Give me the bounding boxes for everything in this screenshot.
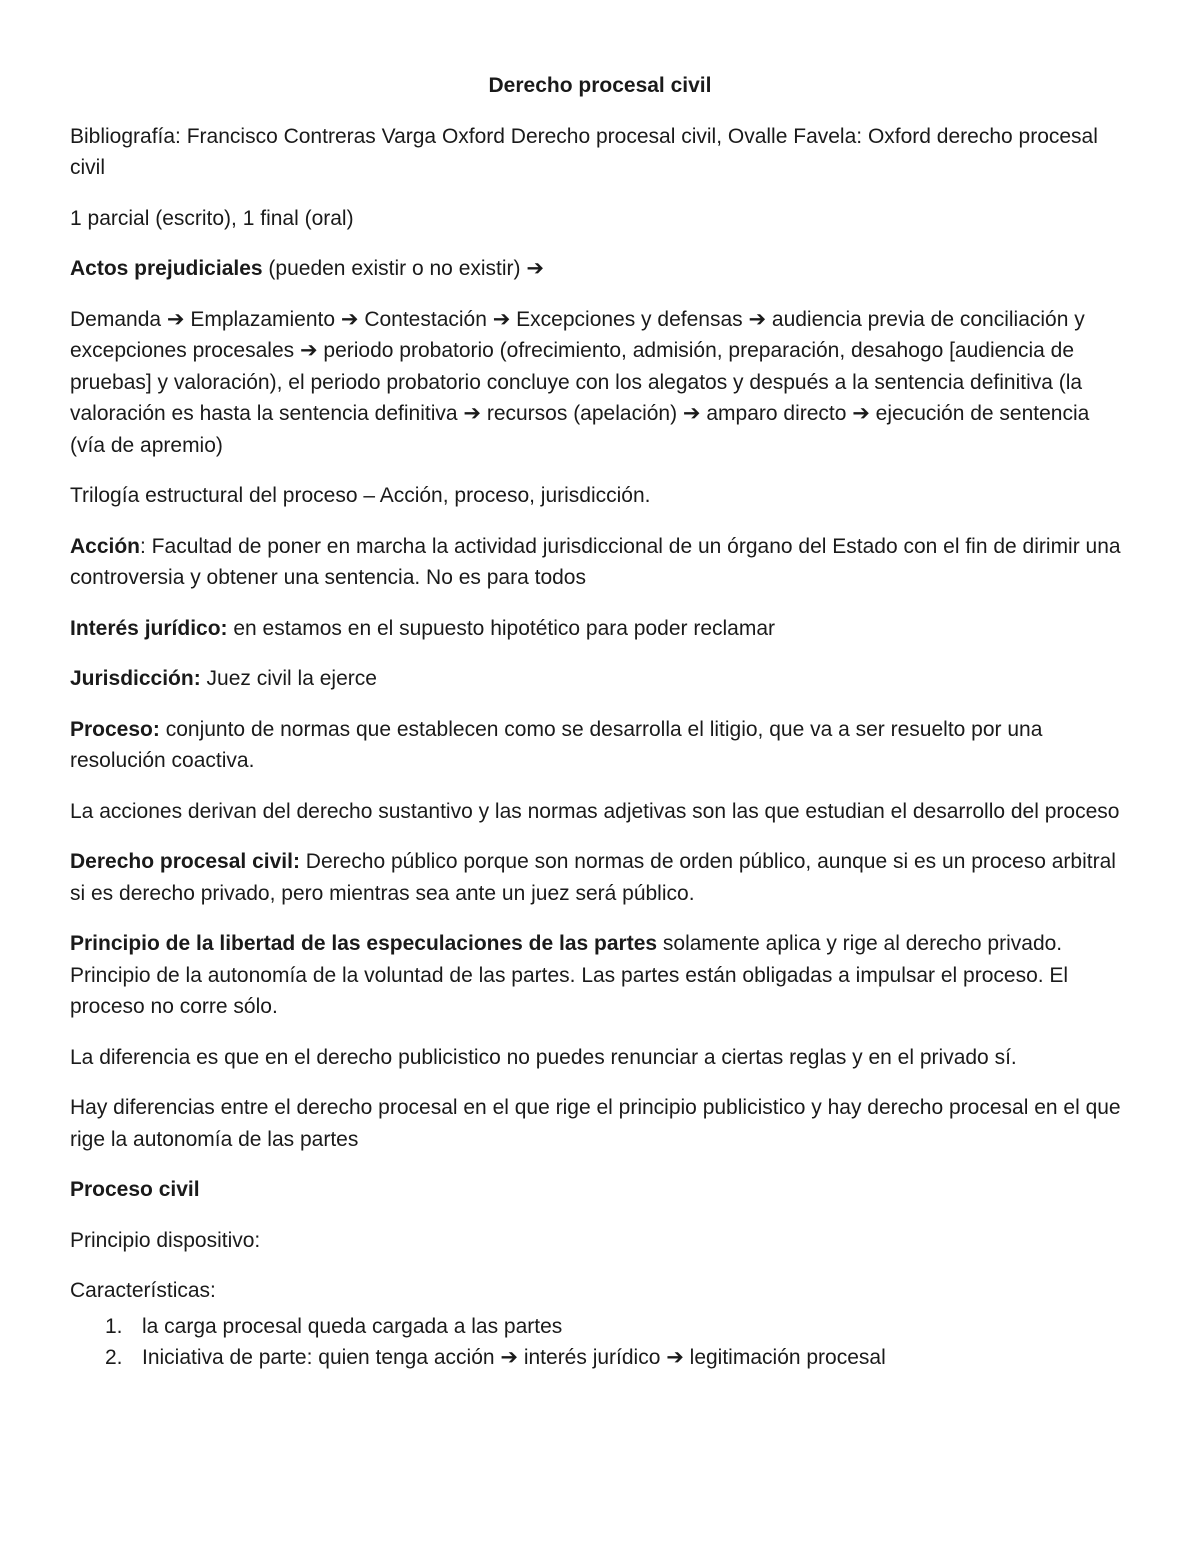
principio-libertad-paragraph (70, 928, 1130, 1023)
list-item-number: 1. (105, 1314, 123, 1338)
procedure-flow-paragraph: Demanda ➔ Emplazamiento ➔ Contestación ➔ Excepciones y defensas ➔ audiencia previa de conciliación y excepciones procesales ➔ periodo probatorio (ofrecimiento, admisión, preparación, desahogo [audiencia de pruebas] y valoración), el periodo probatorio concluye con los alegatos y después a la sentencia definitiva (la valoración es hasta la sentencia definitiva ➔ recursos (apelación) ➔ amparo directo ➔ ejecución de sentencia (vía de apremio) (70, 307, 1090, 457)
accion-term: Acción (70, 534, 141, 558)
actos-prejudiciales-paragraph (70, 253, 1130, 285)
hay-diferencias-paragraph: Hay diferencias entre el derecho procesal en el que rige el principio publicistico y hay derecho procesal en el que rige la autonomía de las partes (70, 1096, 1121, 1151)
principio-libertad-text: solamente aplica y rige al derecho privado. Principio de la autonomía de la voluntad de las partes. Las partes están obligadas a impulsar el proceso. El proceso no corre sólo. (70, 932, 1069, 1018)
page-title: Derecho procesal civil (488, 74, 712, 97)
jurisdiccion-term: Jurisdicción: (70, 667, 201, 690)
interes-juridico-paragraph (70, 613, 1130, 645)
actos-prejudiciales-term: Actos prejudiciales (70, 257, 263, 280)
interes-juridico-text: en estamos en el supuesto hipotético para poder reclamar (227, 616, 776, 640)
accion-paragraph (70, 531, 1130, 594)
jurisdiccion-paragraph (70, 663, 1130, 695)
derecho-procesal-civil-text: Derecho público porque son normas de orden público, aunque si es un proceso arbitral si es derecho privado, pero mientras sea ante un juez será público. (70, 850, 1116, 905)
proceso-term: Proceso: (70, 717, 160, 741)
evaluation-paragraph: 1 parcial (escrito), 1 final (oral) (70, 206, 354, 230)
proceso-text: conjunto de normas que establecen como se desarrolla el litigio, que va a ser resuelto por una resolución coactiva. (70, 717, 1043, 772)
list-item-text: Iniciativa de parte: quien tenga acción ➔ interés jurídico ➔ legitimación procesal (142, 1346, 886, 1369)
proceso-paragraph (70, 714, 1130, 777)
diferencia-paragraph: La diferencia es que en el derecho publicistico no puedes renunciar a ciertas reglas y en el privado sí. (70, 1045, 1017, 1069)
interes-juridico-term: Interés jurídico: (70, 616, 228, 640)
list-item-text: la carga procesal queda cargada a las partes (142, 1314, 563, 1338)
bibliography-paragraph: Bibliografía: Francisco Contreras Varga Oxford Derecho procesal civil, Ovalle Favela: Oxford derecho procesal civil (70, 124, 1098, 179)
caracteristicas-paragraph: Características: (70, 1279, 216, 1302)
proceso-civil-heading (70, 1174, 1130, 1206)
actos-prejudiciales-text: (pueden existir o no existir) ➔ (262, 257, 544, 280)
derecho-procesal-civil-paragraph (70, 846, 1130, 909)
principio-libertad-term: Principio de la libertad de las especulaciones de las partes (70, 932, 658, 955)
proceso-civil-heading-text: Proceso civil (70, 1178, 200, 1201)
list-item (70, 1342, 1130, 1374)
characteristics-list (70, 1311, 1130, 1374)
jurisdiccion-text: Juez civil la ejerce (200, 667, 377, 690)
trilogia-paragraph: Trilogía estructural del proceso – Acción, proceso, jurisdicción. (70, 484, 651, 507)
principio-dispositivo-paragraph: Principio dispositivo: (70, 1228, 261, 1252)
acciones-derivan-paragraph: La acciones derivan del derecho sustantivo y las normas adjetivas son las que estudian el desarrollo del proceso (70, 799, 1120, 823)
list-item-number: 2. (105, 1346, 123, 1369)
accion-text: : Facultad de poner en marcha la actividad jurisdiccional de un órgano del Estado con el fin de dirimir una controversia y obtener una sentencia. No es para todos (70, 534, 1121, 589)
list-item (70, 1311, 1130, 1343)
derecho-procesal-civil-term: Derecho procesal civil: (70, 850, 300, 873)
